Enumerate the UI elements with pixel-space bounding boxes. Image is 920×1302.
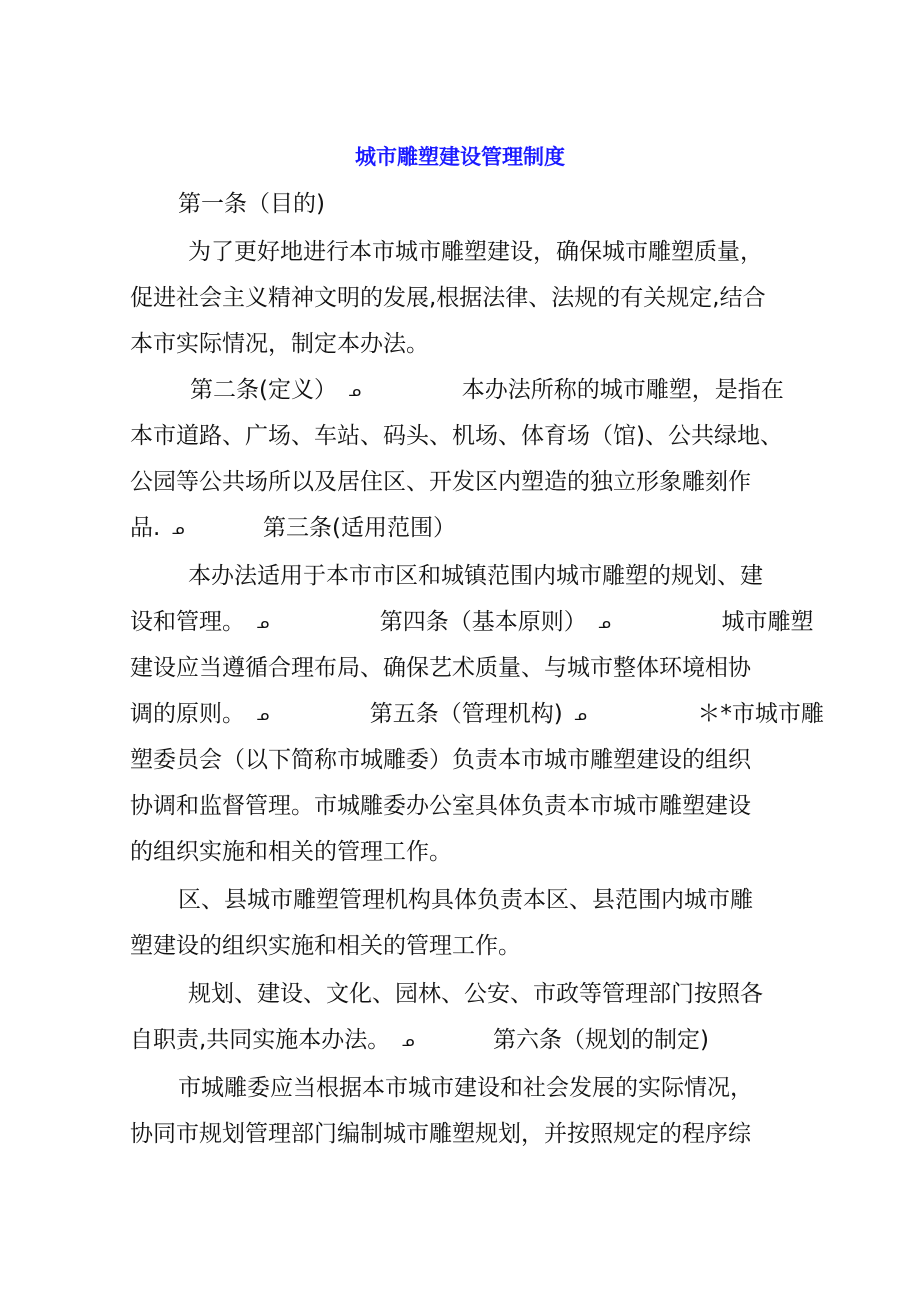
article-5-text: ＊*市城市雕 [697, 701, 824, 727]
paragraph-line [130, 698, 824, 731]
paragraph-line [130, 606, 814, 639]
bullet-mark-icon: ᓄ [598, 613, 611, 632]
paragraph-line: 本市道路、广场、车站、码头、机场、体育场（馆)、公共绿地、 [130, 423, 783, 449]
paragraph-line: 区、县城市雕塑管理机构具体负责本区、县范围内城市雕 [178, 887, 753, 913]
paragraph-line: 塑建设的组织实施和相关的管理工作。 [130, 933, 521, 959]
paragraph-text: 设和管理。 [130, 609, 245, 635]
article-5-heading: 第五条（管理机构) [369, 701, 563, 727]
paragraph-line: 本市实际情况，制定本办法。 [130, 331, 429, 357]
bullet-mark-icon: ᓄ [256, 705, 270, 724]
article-4-heading: 第四条（基本原则） [379, 609, 587, 635]
paragraph-line: 为了更好地进行本市城市雕塑建设，确保城市雕塑质量， [188, 239, 763, 265]
paragraph-text: 调的原则。 [130, 701, 245, 727]
paragraph-line [130, 512, 810, 545]
article-1-heading: 第一条（目的) [178, 191, 325, 217]
paragraph-line: 塑委员会（以下简称市城雕委）负责本市城市雕塑建设的组织 [130, 747, 751, 773]
article-4-text: 城市雕塑 [721, 609, 814, 635]
article-6-heading: 第六条（规划的制定) [493, 1027, 710, 1053]
paragraph-line: 协调和监督管理。市城雕委办公室具体负责本市城市雕塑建设 [130, 793, 751, 819]
bullet-mark-icon: ᓄ [171, 519, 185, 538]
paragraph-line: 市城雕委应当根据本市城市建设和社会发展的实际情况， [178, 1075, 753, 1101]
paragraph-line: 公园等公共场所以及居住区、开发区内塑造的独立形象雕刻作 [130, 469, 751, 495]
paragraph-line: 协同市规划管理部门编制城市雕塑规划，并按照规定的程序综 [130, 1121, 751, 1147]
paragraph-line [190, 374, 870, 407]
paragraph-line: 建设应当遵循合理布局、确保艺术质量、与城市整体环境相协 [130, 655, 751, 681]
paragraph-line: 的组织实施和相关的管理工作。 [130, 839, 452, 865]
paragraph-text: 品. [130, 515, 161, 541]
document-title: 城市雕塑建设管理制度 [355, 145, 565, 169]
paragraph-line: 促进社会主义精神文明的发展,根据法律、法规的有关规定,结合 [130, 285, 766, 311]
bullet-mark-icon: ᓄ [348, 381, 362, 400]
paragraph-line [130, 1024, 810, 1057]
paragraph-line: 本办法适用于本市市区和城镇范围内城市雕塑的规划、建 [188, 563, 763, 589]
article-2-heading: 第二条(定义） [190, 377, 337, 403]
bullet-mark-icon: ᓄ [401, 1031, 415, 1050]
article-3-heading: 第三条(适用范围） [263, 515, 457, 541]
bullet-mark-icon: ᓄ [256, 613, 270, 632]
bullet-mark-icon: ᓄ [574, 705, 587, 724]
paragraph-text: 自职责,共同实施本办法。 [130, 1027, 391, 1053]
article-2-text: 本办法所称的城市雕塑，是指在 [461, 377, 784, 403]
paragraph-line: 规划、建设、文化、园林、公安、市政等管理部门按照各 [188, 981, 763, 1007]
